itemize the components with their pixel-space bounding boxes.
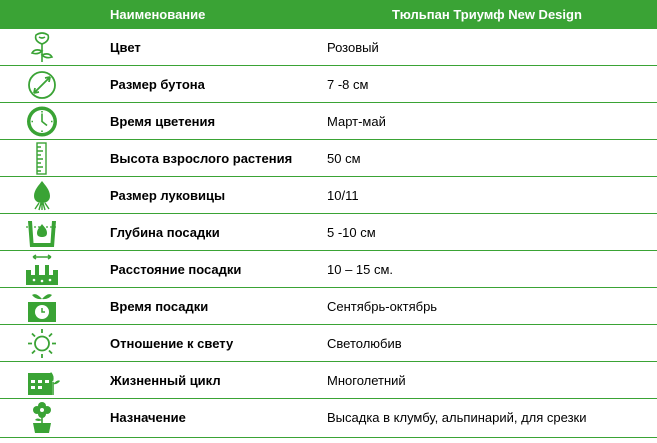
- table-row: [0, 177, 657, 214]
- bulb-icon: [22, 179, 62, 212]
- clock-icon: [22, 105, 62, 138]
- row-label: Размер луковицы: [110, 188, 226, 203]
- row-label: Расстояние посадки: [110, 262, 242, 277]
- planting-time-icon: [22, 290, 62, 323]
- header-name-column: Наименование: [110, 7, 206, 22]
- row-label: Отношение к свету: [110, 336, 234, 351]
- planting-distance-icon: [22, 253, 62, 286]
- table-row: [0, 399, 657, 438]
- row-value: 7 -8 см: [327, 77, 369, 92]
- row-value: 10 – 15 см.: [327, 262, 394, 277]
- table-row: [0, 325, 657, 362]
- row-label: Размер бутона: [110, 77, 205, 92]
- bud-size-icon: [22, 68, 62, 101]
- table-row: [0, 66, 657, 103]
- row-value: Высадка в клумбу, альпинарий, для срезки: [327, 410, 587, 425]
- table-row: [0, 288, 657, 325]
- table-row: [0, 362, 657, 399]
- row-label: Назначение: [110, 410, 186, 425]
- row-label: Высота взрослого растения: [110, 151, 293, 166]
- row-value: Светолюбив: [327, 336, 402, 351]
- sun-icon: [22, 327, 62, 360]
- table-row: [0, 29, 657, 66]
- row-value: 10/11: [327, 188, 359, 203]
- flower-pot-icon: [22, 401, 62, 434]
- planting-depth-icon: [22, 216, 62, 249]
- ruler-icon: [22, 142, 62, 175]
- row-label: Глубина посадки: [110, 225, 220, 240]
- header-product-column: Тюльпан Триумф New Design: [392, 7, 582, 22]
- rose-icon: [22, 31, 62, 64]
- table-row: [0, 140, 657, 177]
- row-value: Розовый: [327, 40, 379, 55]
- life-cycle-icon: [22, 364, 62, 397]
- table-row: [0, 214, 657, 251]
- table-row: [0, 251, 657, 288]
- row-label: Время посадки: [110, 299, 209, 314]
- table-header: [0, 0, 657, 29]
- row-label: Жизненный цикл: [110, 373, 221, 388]
- row-value: Многолетний: [327, 373, 406, 388]
- row-label: Цвет: [110, 40, 141, 55]
- row-value: Сентябрь-октябрь: [327, 299, 438, 314]
- row-value: 50 см: [327, 151, 361, 166]
- row-value: 5 -10 см: [327, 225, 376, 240]
- row-value: Март-май: [327, 114, 386, 129]
- table-row: [0, 103, 657, 140]
- row-label: Время цветения: [110, 114, 216, 129]
